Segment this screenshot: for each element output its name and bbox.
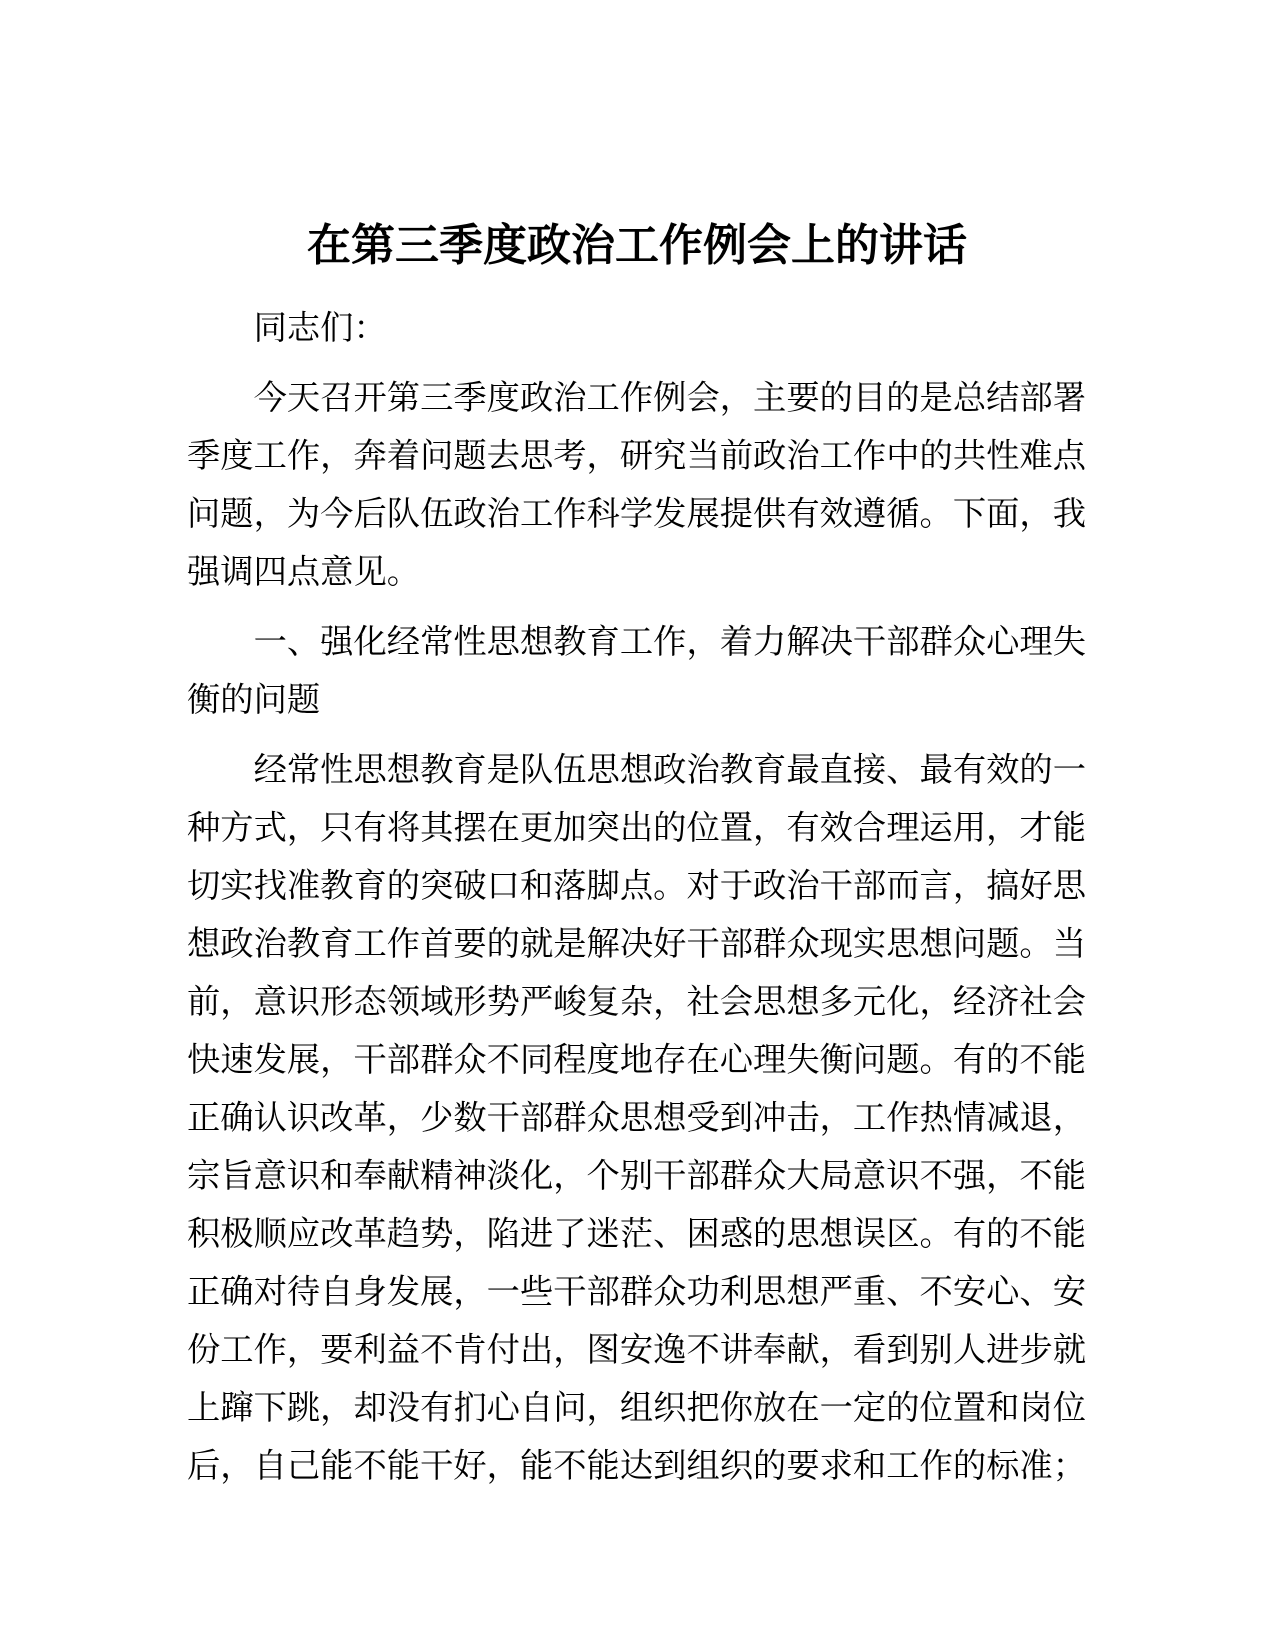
text-line: 正确认识改革，少数干部群众思想受到冲击，工作热情减退， [187,1100,1087,1137]
text-line: 问题，为今后队伍政治工作科学发展提供有效遵循。下面，我 [187,496,1087,533]
text-line: 积极顺应改革趋势，陷进了迷茫、困惑的思想误区。有的不能 [187,1216,1087,1253]
text-line: 切实找准教育的突破口和落脚点。对于政治干部而言，搞好思 [187,868,1087,905]
text-line: 经常性思想教育是队伍思想政治教育最直接、最有效的一 [253,752,1087,789]
text-line: 衡的问题 [187,682,321,719]
text-line: 上蹿下跳，却没有扪心自问，组织把你放在一定的位置和岗位 [187,1390,1087,1427]
document-title: 在第三季度政治工作例会上的讲话 [307,221,967,270]
text-line: 后，自己能不能干好，能不能达到组织的要求和工作的标准； [187,1448,1087,1485]
text-line: 正确对待自身发展，一些干部群众功利思想严重、不安心、安 [187,1274,1087,1311]
text-line: 前，意识形态领域形势严峻复杂，社会思想多元化，经济社会 [187,984,1087,1021]
paragraph-intro [187,370,1087,602]
text-line: 今天召开第三季度政治工作例会，主要的目的是总结部署 [253,380,1087,417]
text-line: 想政治教育工作首要的就是解决好干部群众现实思想问题。当 [187,926,1087,963]
text-line: 一、强化经常性思想教育工作，着力解决干部群众心理失 [253,624,1087,661]
text-line: 种方式，只有将其摆在更加突出的位置，有效合理运用，才能 [187,810,1087,847]
document-content [187,217,1087,1496]
paragraph-body-1 [187,742,1087,1496]
paragraph-salutation [187,300,1087,358]
text-line: 宗旨意识和奉献精神淡化，个别干部群众大局意识不强，不能 [187,1158,1087,1195]
text-line: 快速发展，干部群众不同程度地存在心理失衡问题。有的不能 [187,1042,1087,1079]
text-line: 同志们： [253,310,387,347]
section-heading-1 [187,614,1087,730]
text-line: 强调四点意见。 [187,554,421,591]
text-line: 季度工作，奔着问题去思考，研究当前政治工作中的共性难点 [187,438,1087,475]
text-line: 份工作，要利益不肯付出，图安逸不讲奉献，看到别人进步就 [187,1332,1087,1369]
